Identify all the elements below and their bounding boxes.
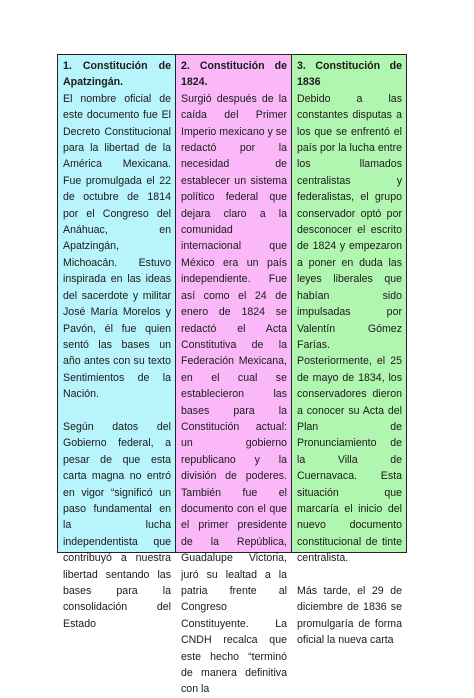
paragraph: Posteriormente, el 25 de mayo de 1834, los conservadores dieron a conocer su Acta del Plan de Pronunciamiento de la Villa de Cuernavaca. Esta situación que marcaría el inicio del nuevo documento constitucional de tinte centralista. — [297, 355, 402, 565]
paragraph: Más tarde, el 29 de diciembre de 1836 se promulgaría de forma oficial la nueva carta — [297, 584, 402, 647]
paragraph: El nombre oficial de este documento fue El Decreto Constitucional para la libertad de la América Mexicana. Fue promulgada el 22 de octubre de 1814 por el Congreso del Anáhuac, en Apatzingán, Michoacán. Estuvo inspirada en las ideas del sacerdote y militar José María Morelos y Pavón, él fue quien sentó las bases un año antes con su texto Sentimientos de la Nación. — [63, 92, 171, 401]
column-heading-continued: 1836 — [297, 76, 321, 89]
column-heading: 1. Constitución de — [63, 60, 171, 72]
column-apatzingan — [58, 55, 175, 630]
column-heading: 2. Constitución de — [181, 60, 287, 72]
paragraph: Surgió después de la caída del Primer Imperio mexicano y se redactó por la necesidad de establecer un sistema político federal que dejara claro a la comunidad internacional que México era un país independiente. Fue así como el 24 de enero de 1824 se redactó el Acta Constitutiva de la Federación Mexicana, en el cual se establecieron las bases para la Constitución actual: un gobierno republicano y la división de poderes. También fue el documento con el que el primer presidente de la República, Guadalupe Victoria, juró su lealtad a la patria frente al Congreso Constituyente. La CNDH recalca que este hecho “terminó de manera definitiva con la — [181, 92, 287, 696]
column-1836 — [291, 55, 406, 647]
column-heading-continued: Apatzingán. — [63, 76, 124, 89]
comparison-table — [57, 54, 407, 696]
column-1824 — [175, 55, 291, 696]
column-heading-continued: 1824. — [181, 76, 208, 89]
paragraph: Según datos del Gobierno federal, a pesar de que esta carta magna no entró en vigor “significó un paso fundamental en la lucha independentista que contribuyó a nuestra libertad sentando las bases para la consolidación del Estado — [63, 420, 171, 630]
paragraph: Debido a las constantes disputas a los que se enfrentó el país por la lucha entre los llamados centralistas y federalistas, el grupo conservador optó por desconocer el escrito de 1824 y empezaron a poner en duda las leyes liberales que habían sido impulsadas por Valentín Gómez Farías. — [297, 92, 402, 351]
column-heading: 3. Constitución de — [297, 60, 402, 72]
